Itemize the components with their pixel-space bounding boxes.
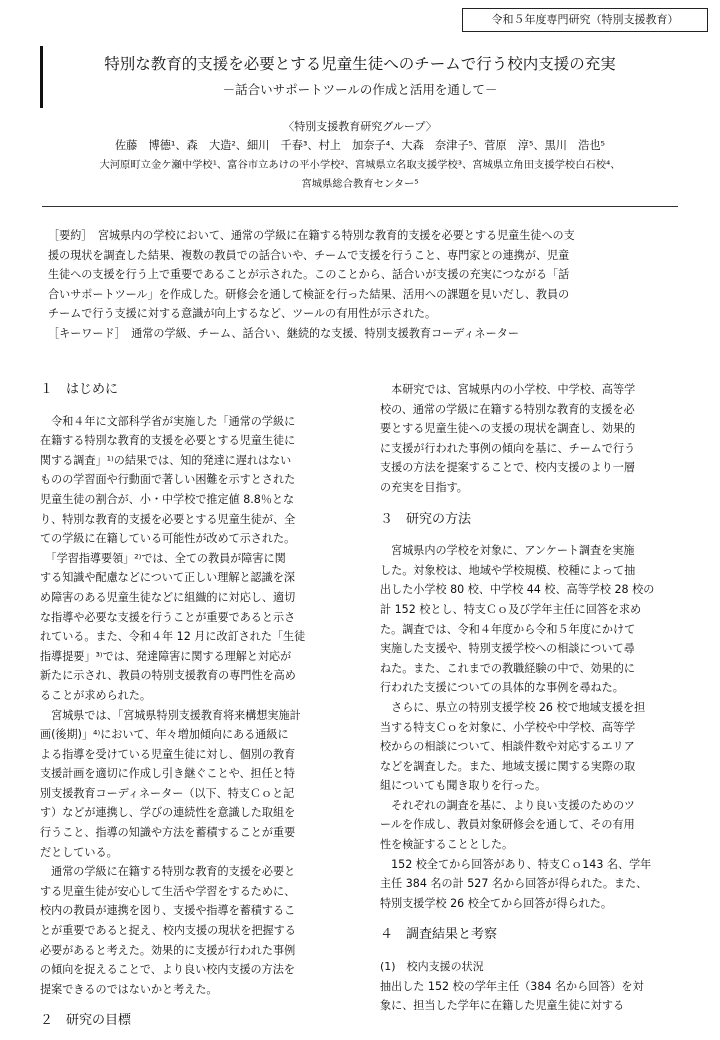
body-line: する知識や配慮などについて正しい理解と認識を深 <box>40 571 295 585</box>
body-line: 性を検証することとした。 <box>380 838 514 852</box>
body-line: 出した小学校 80 校、中学校 44 校、高等学校 28 校の <box>380 583 655 597</box>
body-line: 計 152 校とし、特支Ｃｏ及び学年主任に回答を求め <box>380 602 642 616</box>
body-line: 必要があると考えた。効果的に支援が行われた事例 <box>40 943 296 957</box>
section-heading-methods: ３ 研究の方法 <box>380 511 472 527</box>
body-line: 児童生徒の割合が、小・中学校で推定値 8.8％とな <box>40 492 295 506</box>
body-line: 行われた支援についての具体的な事例を尋ねた。 <box>380 681 624 695</box>
body-line: ールを作成し、教員対象研修会を通して、その有用 <box>380 818 635 832</box>
body-line: とが重要であると捉え、校内支援の現状を把握する <box>40 924 296 938</box>
body-line: それぞれの調査を基に、より良い支援のためのツ <box>380 798 635 812</box>
body-line: な指導や必要な支援を行うことが重要であると示さ <box>40 610 296 624</box>
body-line: れている。また、令和４年 12 月に改訂された「生徒 <box>40 630 306 644</box>
paper-title: 特別な教育的支援を必要とする児童生徒へのチームで行う校内支援の充実 <box>104 55 616 73</box>
keywords-line: ［キーワード］ 通常の学級、チーム、話合い、継続的な支援、特別支援教育コーディネーター <box>48 326 519 340</box>
body-line: ものの学習面や行動面で著しい困難を示すとされた <box>40 473 296 487</box>
body-line: 組についても聞き取りを行った。 <box>380 779 547 793</box>
body-line: の充実を目指す。 <box>380 480 468 494</box>
body-line: だとしている。 <box>40 845 118 859</box>
body-line: ねた。また、これまでの教職経験の中で、効果的に <box>380 661 635 675</box>
body-line: 象に、担当した学年に在籍した児童生徒に対する <box>380 999 625 1013</box>
affiliation-line-2: 宮城県総合教育センター⁵ <box>301 178 419 190</box>
body-line: 本研究では、宮城県内の小学校、中学校、高等学 <box>380 383 636 396</box>
affiliation-line-1: 大河原町立金ケ瀬中学校¹、富谷市立あけの平小学校²、宮城県立名取支援学校³、宮城県立角田支援学校白石校⁴、 <box>99 159 621 171</box>
body-line: た。調査では、令和４年度から令和５年度にかけて <box>380 622 636 636</box>
body-line: よる指導を受けている児童生徒に対し、個別の教育 <box>40 747 296 761</box>
body-line: 宮城県内の学校を対象に、アンケート調査を実施 <box>380 544 635 558</box>
abstract-line: ［要約］ 宮城県内の学校において、通常の学級に在籍する特別な教育的支援を必要とする児童生徒への支 <box>48 229 575 242</box>
body-line: ることが求められた。 <box>40 688 151 702</box>
body-line: 当する特支Ｃｏを対象に、小学校や中学校、高等学 <box>380 720 636 734</box>
body-line: 提案できるのではないかと考えた。 <box>40 982 218 996</box>
body-line: 152 校全てから回答があり、特支Ｃｏ143 名、学年 <box>380 857 652 871</box>
paper-subtitle: －話合いサポートツールの作成と活用を通して－ <box>222 82 498 97</box>
body-line: 支援計画を適切に作成し引き継ぐことや、担任と特 <box>40 767 295 781</box>
body-line: 校内の教員が連携を図り、支援や指導を蓄積するこ <box>40 904 296 918</box>
section-heading-introduction: １ はじめに <box>40 382 119 397</box>
body-line: 抽出した 152 校の学年主任（384 名から回答）を対 <box>380 979 644 993</box>
body-line: 特別支援学校 26 校全てから回答が得られた。 <box>380 896 612 910</box>
header-divider <box>42 206 678 207</box>
body-line: 実施した支援や、特別支援学校への相談について尋 <box>380 642 635 656</box>
body-line: さらに、県立の特別支援学校 26 校で地域支援を担 <box>380 700 646 714</box>
body-line: などを調査した。また、地域支援に関する実際の取 <box>380 759 636 773</box>
author-list: 佐藤 博德¹、森 大造²、細川 千春³、村上 加奈子⁴、大森 奈津子⁵、菅原 淳⁵、黒川 浩也⁵ <box>114 139 606 152</box>
body-line: の傾向を捉えることで、より良い校内支援の方法を <box>40 963 295 977</box>
body-line: り、特別な教育的支援を必要とする児童生徒が、全 <box>40 512 296 526</box>
abstract-line: チームで行う支援に対する意識が向上するなど、ツールの有用性が示された。 <box>48 307 437 321</box>
body-line: す）などが連携し、学びの連続性を意識した取組を <box>40 806 296 820</box>
right-column <box>380 380 692 1016</box>
body-line: 支援の方法を提案することで、校内支援のより一層 <box>380 461 635 475</box>
body-line: 宮城県では、「宮城県特別支援教育将来構想実施計 <box>40 708 301 722</box>
body-line: 関する調査」¹⁾の結果では、知的発達に遅れはない <box>40 453 292 467</box>
body-line: する児童生徒が安心して生活や学習をするために、 <box>40 884 296 898</box>
body-line: 指導提要」³⁾では、発達障害に関する理解と対応が <box>40 649 292 663</box>
section-heading-objectives: ２ 研究の目標 <box>40 1013 132 1029</box>
body-line: ての学級に在籍している可能性が改めて示された。 <box>40 532 296 546</box>
left-column <box>40 380 352 1031</box>
body-line: 令和４年に文部科学省が実施した「通常の学級に <box>40 414 296 428</box>
abstract-line: 合いサポートツール」を作成した。研修会を通して検証を行った結果、活用への課題を見いだし、教員の <box>48 287 570 301</box>
abstract-line: 援の現状を調査した結果、複数の教員での話合いや、チームで支援を行うこと、専門家との連携が、児童 <box>48 248 570 262</box>
body-line: 校の、通常の学級に在籍する特別な教育的支援を必 <box>380 402 635 416</box>
body-line: 「学習指導要領」²⁾では、全ての教員が障害に関 <box>40 551 286 565</box>
body-line: 主任 384 名の計 527 名から回答が得られた。また、 <box>380 877 648 891</box>
body-line: 画(後期)」⁴⁾において、年々増加傾向にある通級に <box>40 728 289 742</box>
body-line: に支援が行われた事例の傾向を基に、チームで行う <box>380 441 636 455</box>
body-line: め障害のある児童生徒などに組織的に対応し、適切 <box>40 590 296 604</box>
body-line: 新たに示され、教員の特別支援教育の専門性を高め <box>40 669 296 683</box>
subsection-heading: (1) 校内支援の状況 <box>380 960 484 974</box>
body-line: 校からの相談について、相談件数や対応するエリア <box>380 740 635 754</box>
body-line: 別支援教育コーディネーター（以下、特支Ｃｏと記 <box>40 786 295 800</box>
report-series-tag: 令和５年度専門研究（特別支援教育） <box>462 8 708 32</box>
body-line: 通常の学級に在籍する特別な教育的支援を必要と <box>40 865 296 879</box>
abstract-block <box>48 226 684 344</box>
body-line: 行うこと、指導の知識や方法を蓄積することが重要 <box>40 826 296 840</box>
abstract-line: 生徒への支援を行う上で重要であることが示された。このことから、話合いが支援の充実につながる「話 <box>48 268 570 282</box>
research-group: 〈特別支援教育研究グループ〉 <box>283 120 437 133</box>
body-line: 要とする児童生徒への支援の現状を調査し、効果的 <box>380 422 636 436</box>
section-heading-results: ４ 調査結果と考察 <box>380 927 498 943</box>
body-line: した。対象校は、地域や学校規模、校種によって抽 <box>380 563 636 577</box>
body-line: 在籍する特別な教育的支援を必要とする児童生徒に <box>40 434 296 448</box>
